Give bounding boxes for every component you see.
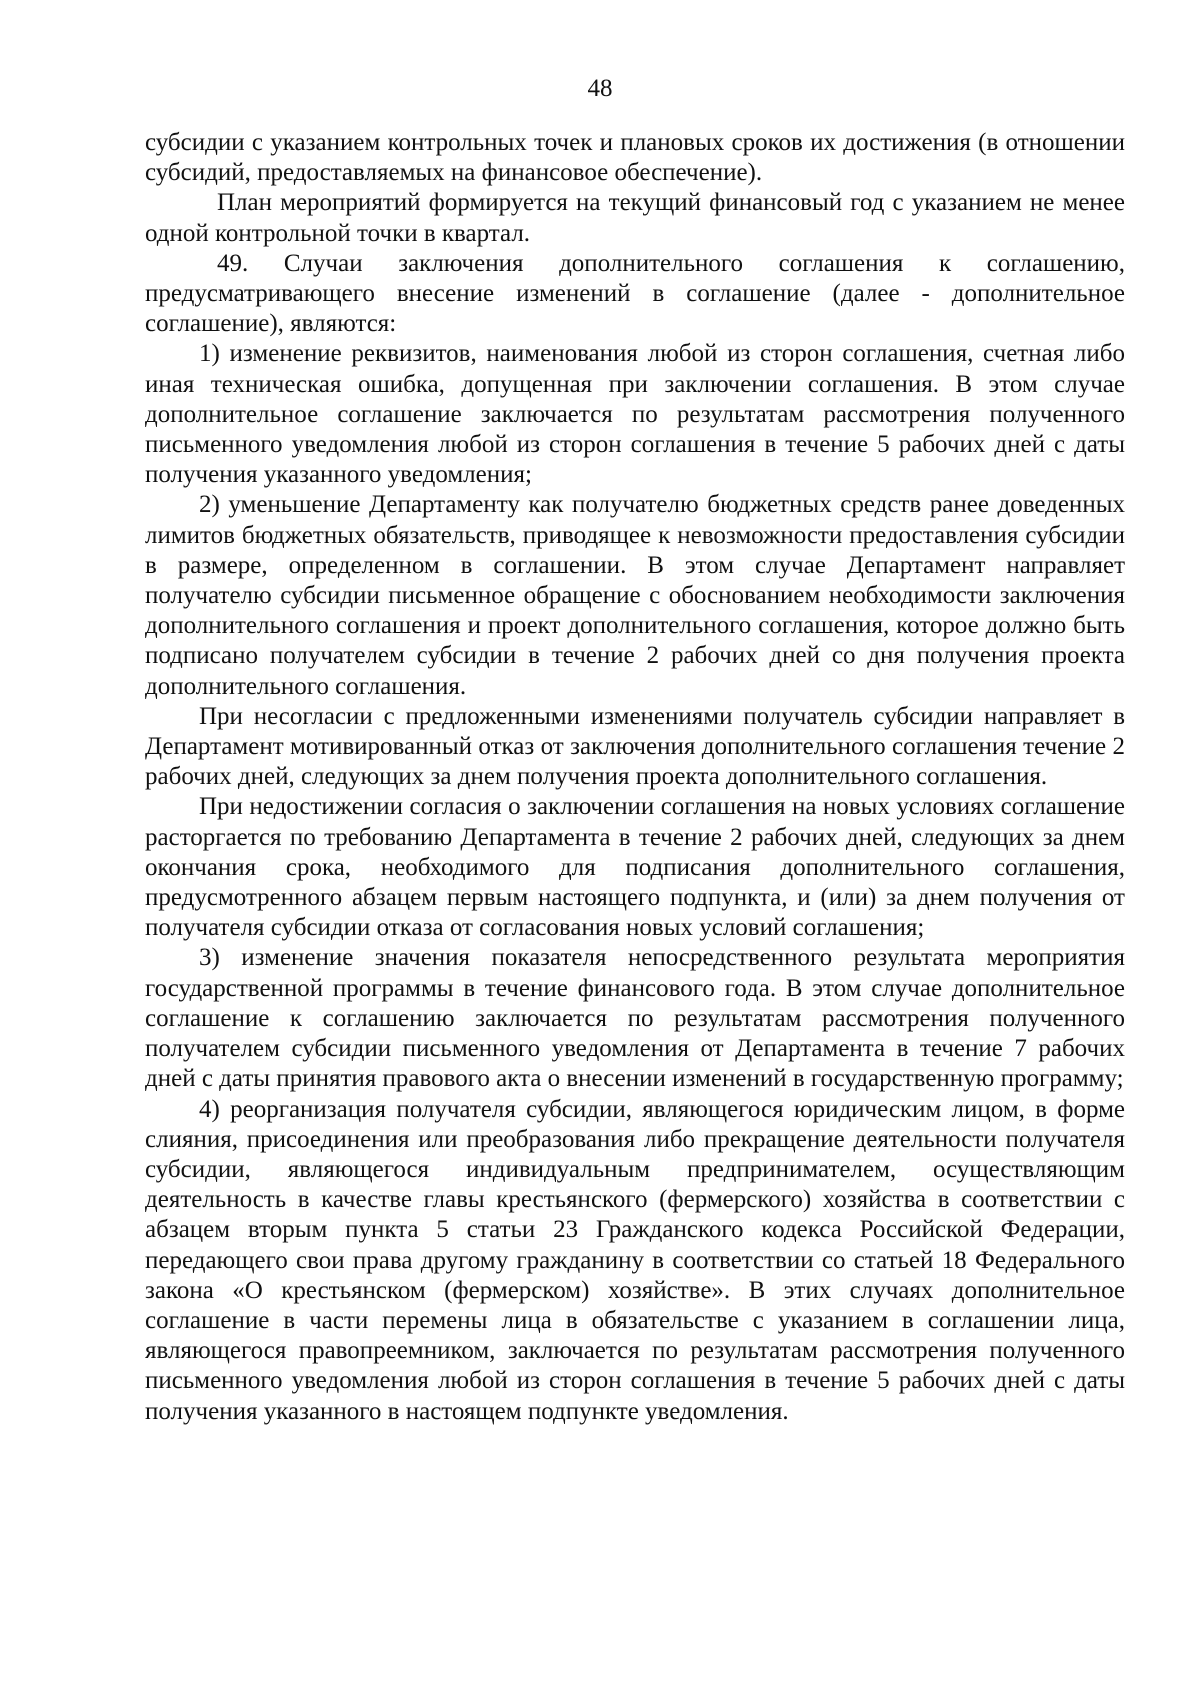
paragraph-plan: План мероприятий формируется на текущий финансовый год с указанием не менее одной контрольной точки в квартал. bbox=[145, 189, 1125, 247]
paragraph-no-agreement: При недостижении согласия о заключении соглашения на новых условиях соглашение расторгается по требованию Департамента в течение 2 рабочих дней, следующих за днем окончания срока, необходимого для подписания дополнительного соглашения, предусмотренного абзацем первым настоящего подпункта, и (или) за днем получения от получателя субсидии отказа от согласования новых условий соглашения; bbox=[145, 793, 1125, 942]
paragraph-subitem-1: 1) изменение реквизитов, наименования любой из сторон соглашения, счетная либо иная техническая ошибка, допущенная при заключении соглашения. В этом случае дополнительное соглашение заключается по результатам рассмотрения полученного письменного уведомления любой из сторон соглашения в течение 5 рабочих дней с даты получения указанного уведомления; bbox=[145, 340, 1125, 489]
paragraph-continuation: субсидии с указанием контрольных точек и плановых сроков их достижения (в отношении субсидий, предоставляемых на финансовое обеспечение). bbox=[145, 129, 1125, 187]
page-number: 48 bbox=[587, 75, 613, 102]
paragraph-subitem-2: 2) уменьшение Департаменту как получателю бюджетных средств ранее доведенных лимитов бюджетных обязательств, приводящее к невозможности предоставления субсидии в размере, определенном в соглашении. В этом случае Департамент направляет получателю субсидии письменное обращение с обоснованием необходимости заключения дополнительного соглашения и проект дополнительного соглашения, которое должно быть подписано получателем субсидии в течение 2 рабочих дней со дня получения проекта дополнительного соглашения. bbox=[145, 491, 1125, 700]
paragraph-disagreement: При несогласии с предложенными изменениями получатель субсидии направляет в Департамент мотивированный отказ от заключения дополнительного соглашения течение 2 рабочих дней, следующих за днем получения проекта дополнительного соглашения. bbox=[145, 702, 1125, 791]
paragraph-subitem-3: 3) изменение значения показателя непосредственного результата мероприятия государственной программы в течение финансового года. В этом случае дополнительное соглашение к соглашению заключается по результатам рассмотрения полученного получателем субсидии письменного уведомления от Департамента в течение 7 рабочих дней с даты принятия правового акта о внесении изменений в государственную программу; bbox=[145, 944, 1125, 1093]
paragraph-subitem-4: 4) реорганизация получателя субсидии, являющегося юридическим лицом, в форме слияния, присоединения или преобразования либо прекращение деятельности получателя субсидии, являющегося индивидуальным предпринимателем, осуществляющим деятельность в качестве главы крестьянского (фермерского) хозяйства в соответствии с абзацем вторым пункта 5 статьи 23 Гражданского кодекса Российской Федерации, передающего свои права другому гражданину в соответствии со статьей 18 Федерального закона «О крестьянском (фермерском) хозяйстве». В этих случаях дополнительное соглашение в части перемены лица в обязательстве с указанием в соглашении лица, являющегося правопреемником, заключается по результатам рассмотрения полученного письменного уведомления любой из сторон соглашения в течение 5 рабочих дней с даты получения указанного в настоящем подпункте уведомления. bbox=[145, 1095, 1125, 1425]
document-body bbox=[145, 128, 1125, 1427]
paragraph-item-49: 49. Случаи заключения дополнительного соглашения к соглашению, предусматривающего внесение изменений в соглашение (далее - дополнительное соглашение), являются: bbox=[145, 249, 1125, 338]
